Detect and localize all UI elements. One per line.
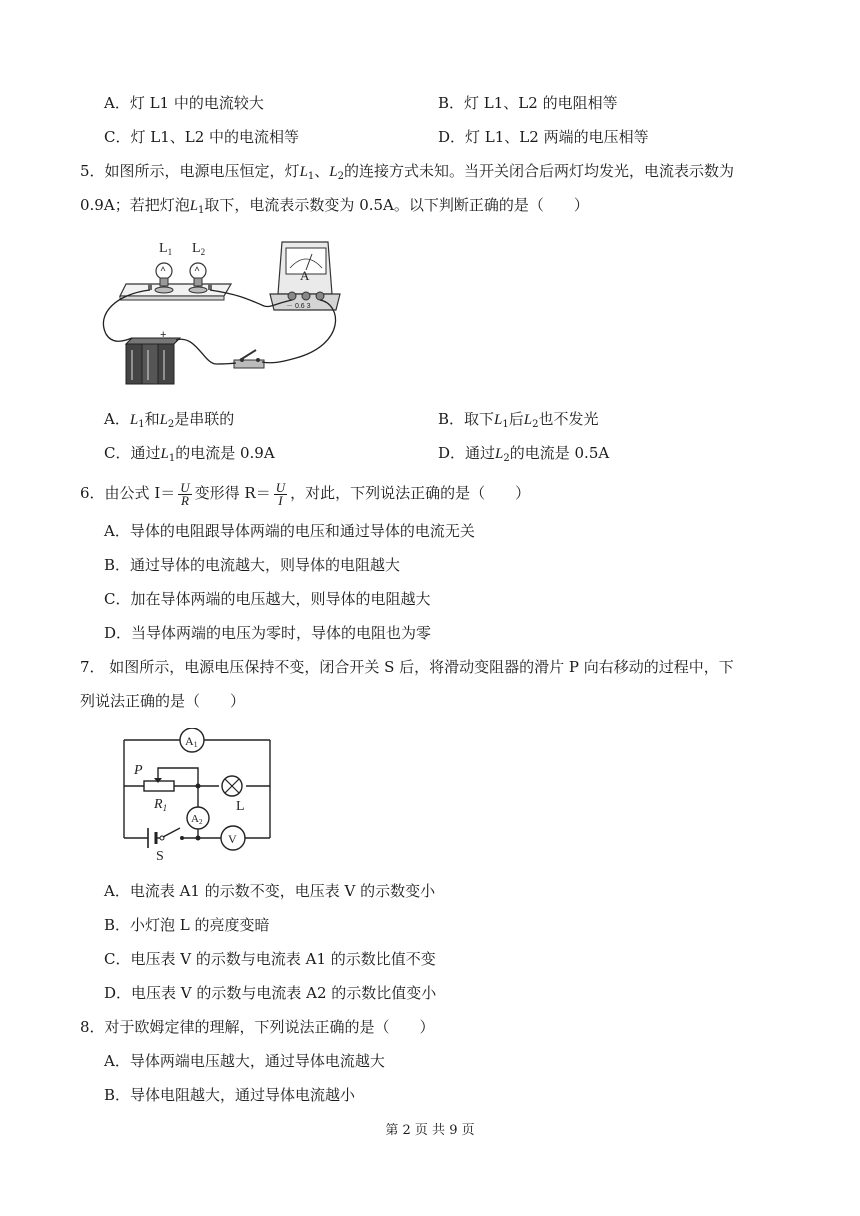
q8-option-b: B．导体电阻越大，通过导体电流越小 [104, 1086, 356, 1104]
q5-option-d: D．通过$L_2$的电流是 0.5A [438, 444, 610, 464]
q6-option-c: C．加在导体两端的电压越大，则导体的电阻越大 [104, 590, 431, 608]
slider-p-label: P [134, 763, 143, 778]
page-footer: 第 2 页 共 9 页 [385, 1123, 475, 1138]
q6-option-d: D．当导体两端的电压为零时，导体的电阻也为零 [104, 624, 432, 642]
q5-option-a: A．$L_1$和$L_2$是串联的 [104, 410, 235, 430]
q5-stem-line2: 0.9A；若把灯泡$L_1$取下，电流表示数变为 0.5A。以下判断正确的是（ ） [80, 196, 589, 216]
q8-option-a: A．导体两端电压越大，通过导体电流越大 [104, 1052, 385, 1070]
label-l1: $L_1$ [159, 241, 173, 257]
a2-label: A2 [191, 813, 203, 826]
switch-icon [234, 350, 264, 368]
voltmeter-label: V [228, 832, 237, 846]
q5-stem-line1: 5．如图所示，电源电压恒定，灯$L_1$、$L_2$的连接方式未知。当开关闭合后两灯均发光，电流表示数为 [80, 162, 735, 182]
r1-label: $R_1$ [154, 797, 168, 813]
q4-option-d: D．灯 L1、L2 两端的电压相等 [438, 128, 649, 146]
formula-u-over-i: $\frac{U}{I}$ [275, 479, 286, 508]
formula-u-over-r: $\frac{U}{R}$ [180, 479, 190, 508]
q8-stem: 8．对于欧姆定律的理解，下列说法正确的是（ ） [80, 1018, 435, 1036]
ammeter-label: A [300, 268, 310, 283]
q7-option-c: C．电压表 V 的示数与电流表 A1 的示数比值不变 [104, 950, 436, 968]
q7-stem-line1: 7． 如图所示，电源电压保持不变，闭合开关 S 后，将滑动变阻器的滑片 P 向右移动的过程中，下 [80, 658, 734, 676]
q4-option-a: A．灯 L1 中的电流较大 [104, 94, 264, 112]
q4-option-b: B．灯 L1、L2 的电阻相等 [438, 94, 618, 112]
q7-option-d: D．电压表 V 的示数与电流表 A2 的示数比值变小 [104, 984, 437, 1002]
q5-option-b: B．取下$L_1$后$L_2$也不发光 [438, 410, 599, 430]
bulb-l1-icon [155, 263, 173, 293]
bulb-l2-icon [189, 263, 207, 293]
label-l2: $L_2$ [192, 241, 206, 257]
q6-option-b: B．通过导体的电流越大，则导体的电阻越大 [104, 556, 401, 574]
lamp-icon [222, 776, 242, 796]
switch-icon [160, 828, 184, 840]
battery-icon [148, 828, 156, 848]
q6-option-a: A．导体的电阻跟导体两端的电压和通过导体的电流无关 [104, 522, 475, 540]
a1-label: A1 [185, 734, 198, 749]
switch-s-label: S [156, 849, 164, 864]
q5-option-c: C．通过$L_1$的电流是 0.9A [104, 444, 275, 464]
q7-circuit-diagram [118, 728, 278, 866]
q6-stem: 6．由公式 I＝ $\frac{U}{R}$ 变形得 R＝ $\frac{U}{I}$ ，对此，下列说法正确的是（ ） [80, 479, 531, 508]
battery-plus-sign: + [160, 329, 167, 341]
rheostat-icon [144, 781, 174, 791]
q7-option-b: B．小灯泡 L 的亮度变暗 [104, 916, 270, 934]
q7-option-a: A．电流表 A1 的示数不变，电压表 V 的示数变小 [104, 882, 436, 900]
q5-circuit-figure [96, 234, 356, 390]
lamp-label: L [236, 799, 245, 814]
q7-stem-line2: 列说法正确的是（ ） [80, 692, 246, 710]
ammeter-terminals: － 0.6 3 [286, 303, 311, 310]
battery-icon [126, 338, 180, 384]
q4-option-c: C．灯 L1、L2 中的电流相等 [104, 128, 300, 146]
